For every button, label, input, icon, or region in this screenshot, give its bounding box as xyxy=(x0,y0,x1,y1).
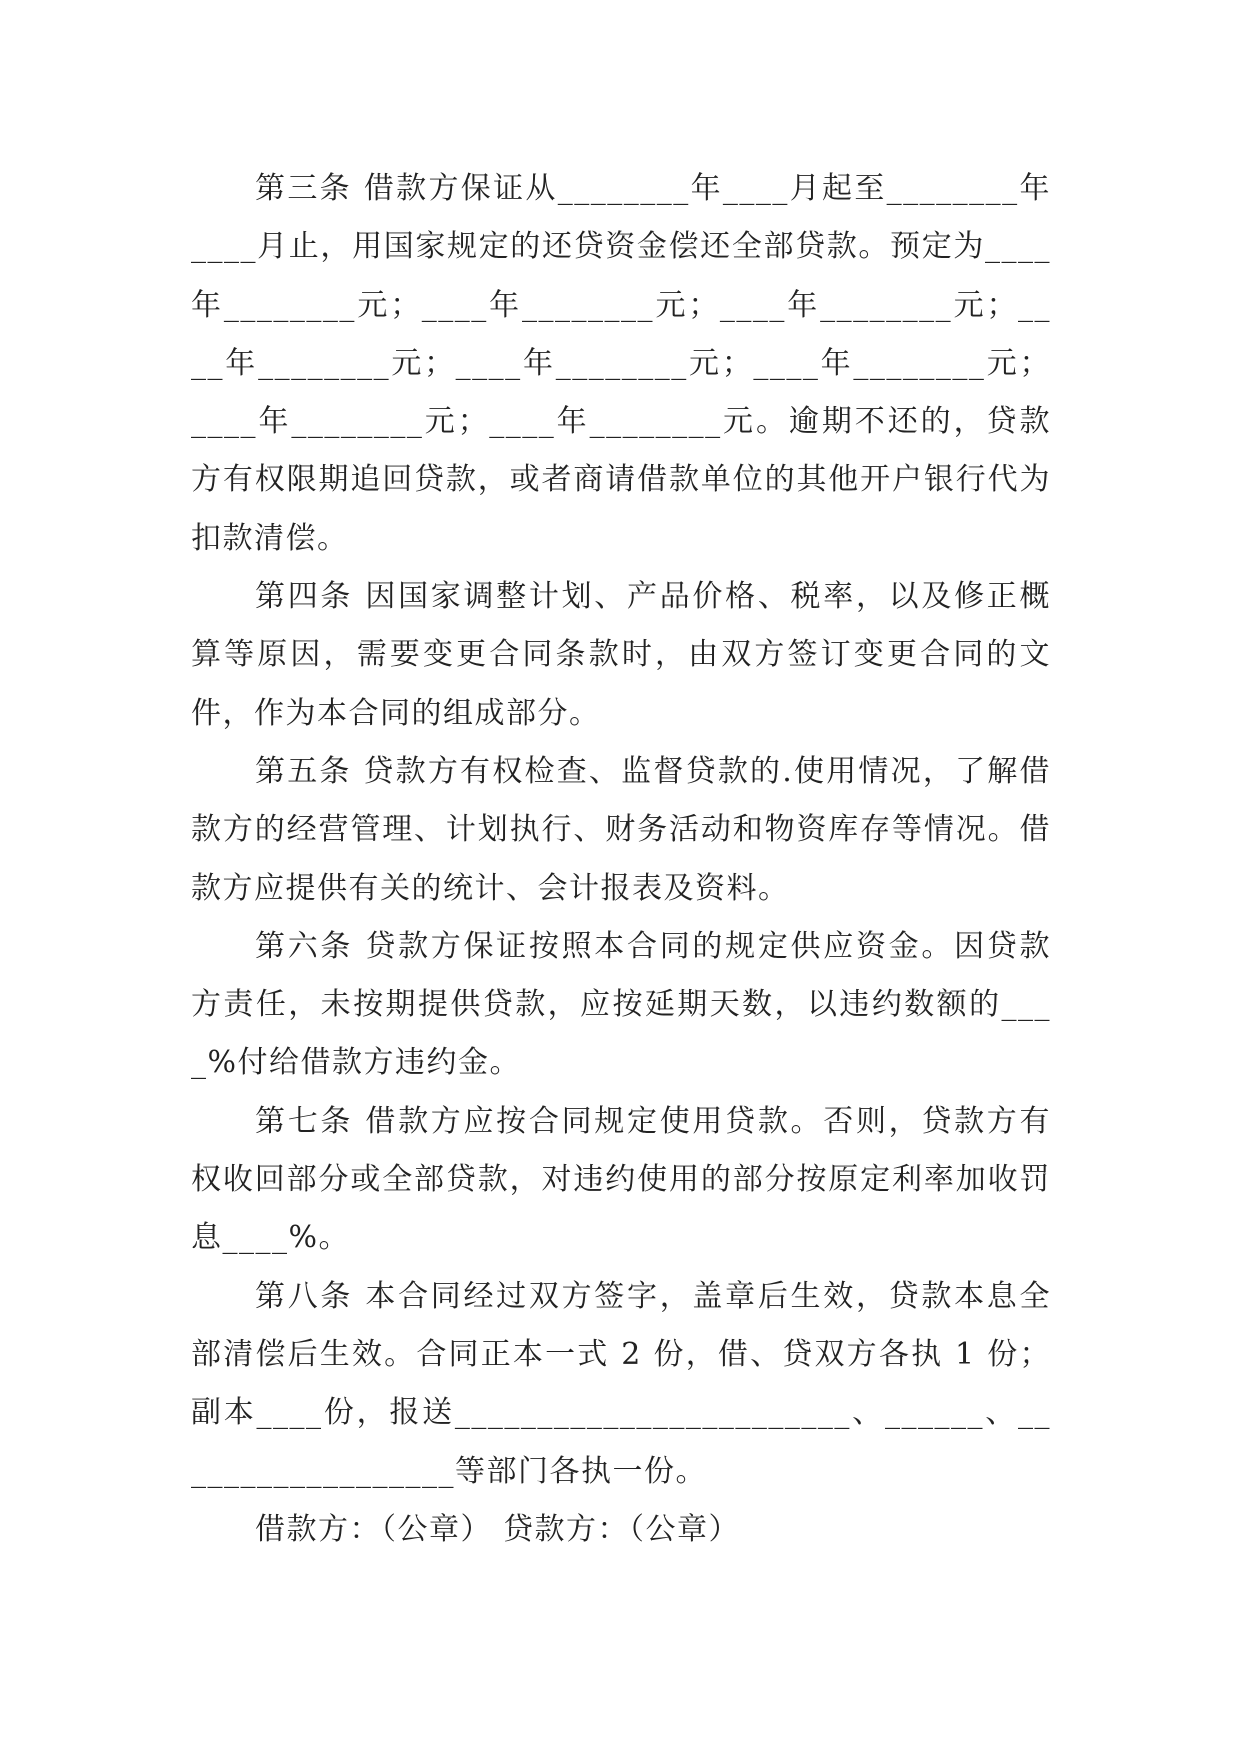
contract-body xyxy=(191,160,1051,1559)
article-6-paragraph: 第六条 贷款方保证按照本合同的规定供应资金。因贷款方责任，未按期提供贷款，应按延期天数，以违约数额的____%付给借款方违约金。 xyxy=(191,928,1051,1081)
article-5-paragraph: 第五条 贷款方有权检查、监督贷款的.使用情况，了解借款方的经营管理、计划执行、财务活动和物资库存等情况。借款方应提供有关的统计、会计报表及资料。 xyxy=(191,753,1051,906)
article-4-paragraph: 第四条 因国家调整计划、产品价格、税率，以及修正概算等原因，需要变更合同条款时，由双方签订变更合同的文件，作为本合同的组成部分。 xyxy=(191,579,1051,731)
article-7-paragraph: 第七条 借款方应按合同规定使用贷款。否则，贷款方有权收回部分或全部贷款，对违约使用的部分按原定利率加收罚息____%。 xyxy=(191,1103,1051,1256)
article-8-paragraph: 第八条 本合同经过双方签字，盖章后生效，贷款本息全部清偿后生效。合同正本一式 2 份，借、贷双方各执 1 份；副本____份，报送________________________、______、__________________等部门各执一份。 xyxy=(191,1278,1051,1489)
signature-line: 借款方：（公章） 贷款方：（公章） xyxy=(255,1511,741,1547)
article-3-paragraph: 第三条 借款方保证从________年____月起至________年____月止，用国家规定的还贷资金偿还全部贷款。预定为____年________元；____年________元；____年________元；____年________元；____年________元；____年________元；____年________元；____年________元。逾期不还的，贷款方有权限期追回贷款，或者商请借款单位的其他开户银行代为扣款清偿。 xyxy=(191,171,1051,556)
